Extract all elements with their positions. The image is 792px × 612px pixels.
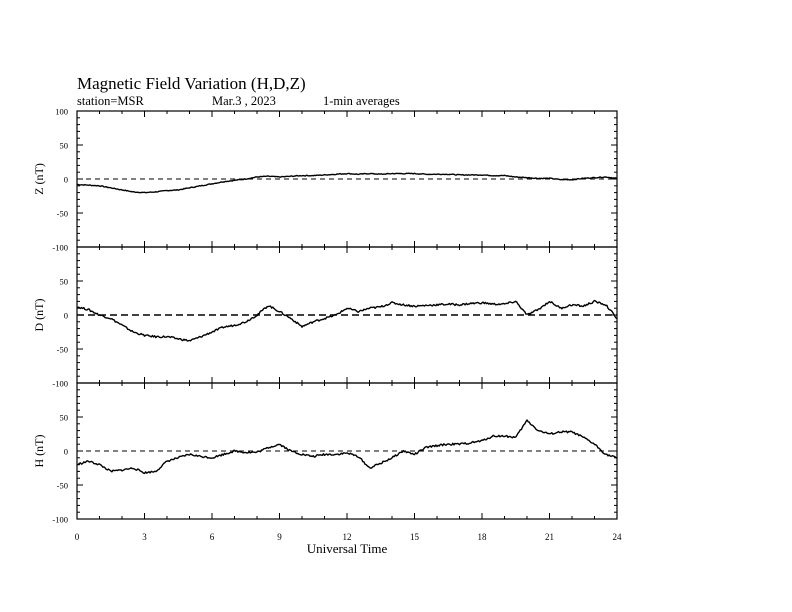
- xtick-label: 6: [209, 532, 215, 542]
- panel-h-series-line: [77, 420, 617, 473]
- panel-h-ytick-label: -100: [52, 514, 68, 525]
- panel-z-ytick-label: -100: [52, 242, 68, 253]
- panel-z-series-line: [77, 173, 617, 193]
- station-label: station=MSR: [77, 94, 144, 108]
- panel-z-ytick-label: 0: [63, 174, 68, 185]
- averaging-label: 1-min averages: [323, 94, 400, 108]
- xtick-label: 3: [142, 532, 147, 542]
- panel-z-ytick-label: 100: [55, 106, 68, 117]
- panel-h-ytick-label: -50: [56, 480, 68, 491]
- xtick-label: 9: [277, 532, 282, 542]
- panel-d-ytick-label: -100: [52, 378, 68, 389]
- xtick-label: 15: [410, 532, 419, 542]
- xtick-label: 0: [74, 532, 80, 542]
- panel-z-ytick-label: -50: [56, 208, 68, 219]
- panel-d-ytick-label: -50: [56, 344, 68, 355]
- panel-z-ytick-label: 50: [59, 140, 68, 151]
- xtick-label: 18: [477, 532, 487, 542]
- panel-d-ytick-label: 0: [63, 310, 68, 321]
- panel-d-ylabel: D (nT): [32, 298, 46, 332]
- xtick-label: 24: [612, 532, 622, 542]
- panel-h-ytick-label: 0: [63, 446, 68, 457]
- panel-d-ytick-label: 50: [59, 276, 68, 287]
- xtick-label: 12: [342, 532, 352, 542]
- panel-z-ylabel: Z (nT): [32, 163, 46, 195]
- x-axis-label: Universal Time: [306, 541, 388, 556]
- date-label: Mar.3 , 2023: [212, 94, 276, 108]
- panel-h-ytick-label: 50: [59, 412, 68, 423]
- panel-d-series-line: [77, 301, 617, 342]
- panel-h-ylabel: H (nT): [32, 434, 46, 468]
- chart-title: Magnetic Field Variation (H,D,Z): [77, 74, 306, 93]
- xtick-label: 21: [545, 532, 554, 542]
